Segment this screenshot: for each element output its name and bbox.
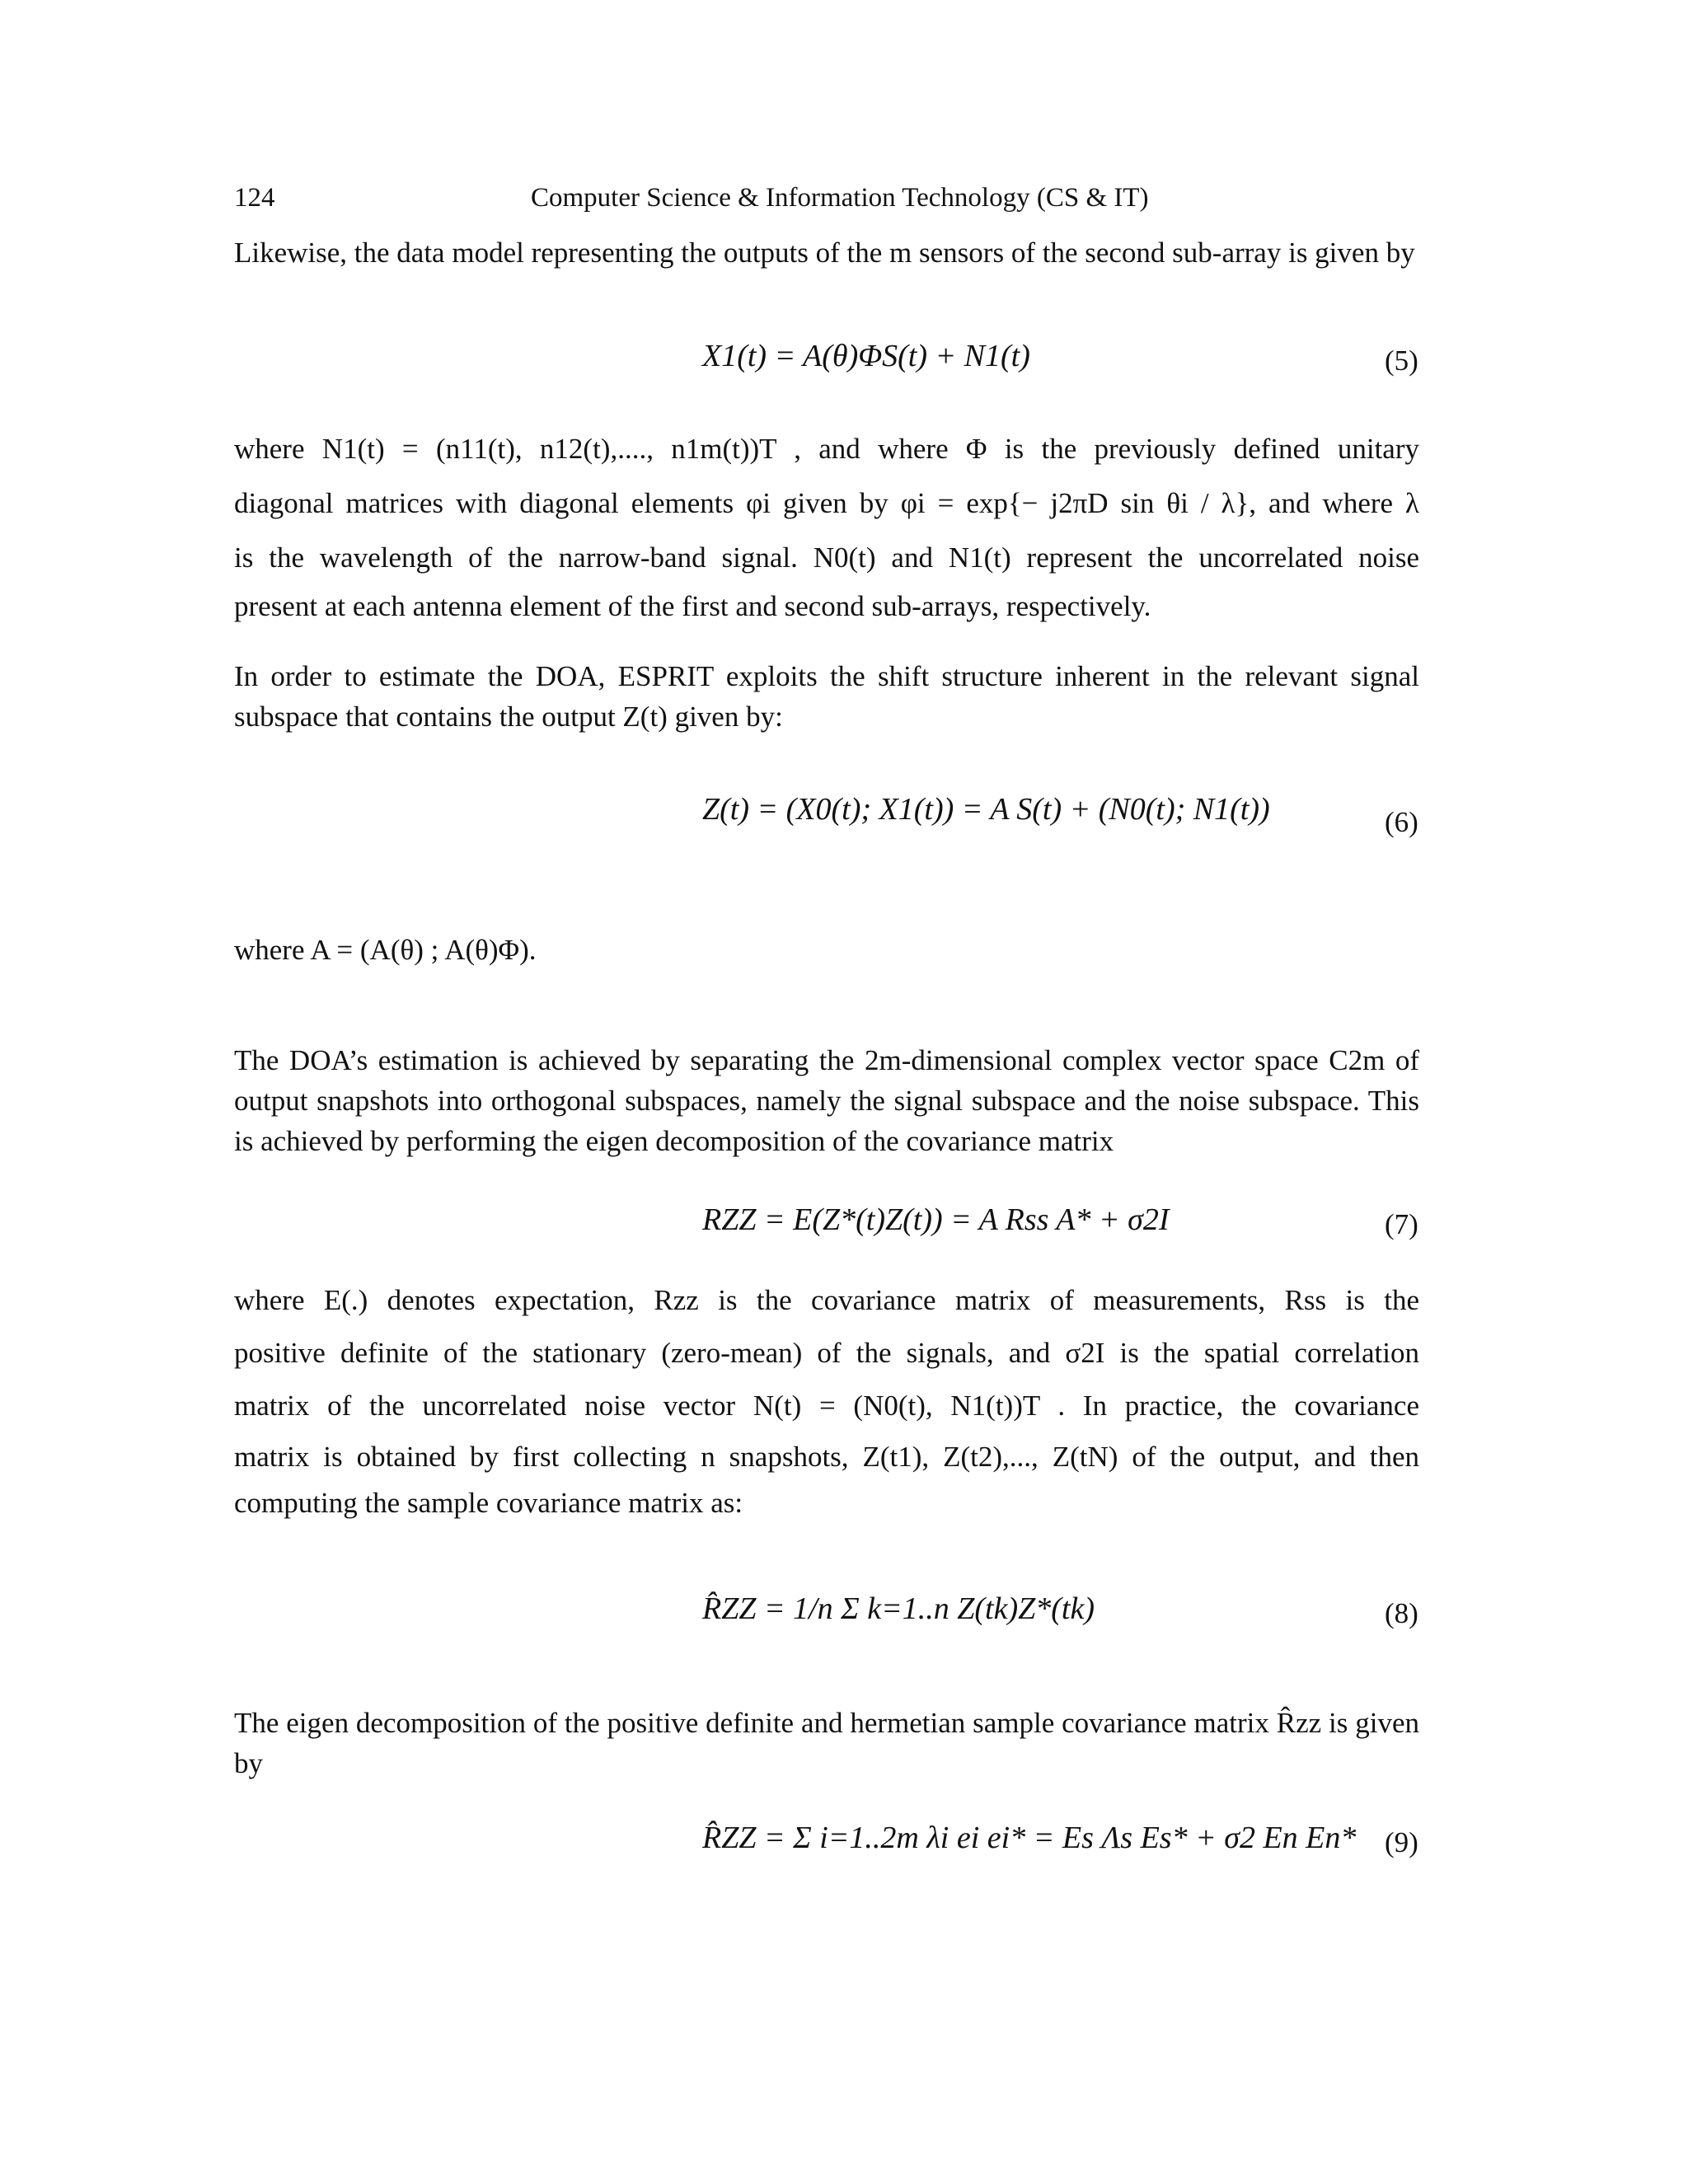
paragraph-6 [234, 1274, 1419, 1525]
paragraph-4-text: where A = (A(θ) ; A(θ)Φ). [234, 934, 537, 966]
paragraph-3 [234, 656, 1419, 737]
paragraph-7 [234, 1703, 1419, 1783]
paragraph-6-line-2: positive definite of the stationary (zero-mean) of the signals, and σ2I is the spatial correlation [234, 1337, 1419, 1369]
paragraph-7-text: The eigen decomposition of the positive definite and hermetian sample covariance matrix R̂zz is given by [234, 1707, 1419, 1779]
paragraph-2-line-3: is the wavelength of the narrow-band signal. N0(t) and N1(t) represent the uncorrelated noise [234, 541, 1419, 574]
equation-6: Z(t) = (X0(t); X1(t)) = A S(t) + (N0(t); N1(t)) [702, 792, 1270, 827]
paragraph-6-line-3: matrix of the uncorrelated noise vector N(t) = (N0(t), N1(t))T . In practice, the covariance [234, 1390, 1419, 1422]
paragraph-5 [234, 1040, 1419, 1161]
paragraph-6-line-5: computing the sample covariance matrix as: [234, 1487, 743, 1519]
paragraph-6-line-4: matrix is obtained by first collecting n snapshots, Z(t1), Z(t2),..., Z(tN) of the output, and then [234, 1441, 1419, 1473]
paragraph-2 [234, 422, 1419, 628]
equation-7: RZZ = E(Z*(t)Z(t)) = A Rss A* + σ2I [702, 1202, 1170, 1237]
running-title: Computer Science & Information Technology (CS & IT) [531, 183, 1149, 213]
paragraph-1 [234, 232, 1419, 273]
paragraph-2-line-1: where N1(t) = (n11(t), n12(t),...., n1m(t))T , and where Φ is the previously defined unitary [234, 433, 1419, 465]
equation-8: R̂ZZ = 1/n Σ k=1..n Z(tk)Z*(tk) [702, 1591, 1095, 1626]
equation-5: X1(t) = A(θ)ΦS(t) + N1(t) [702, 339, 1030, 373]
equation-9: R̂ZZ = Σ i=1..2m λi ei ei* = Es Λs Es* + σ2 En En* [702, 1821, 1357, 1855]
paragraph-4 [234, 930, 976, 970]
equation-7-number: (7) [1385, 1208, 1418, 1240]
page-number: 124 [234, 183, 275, 213]
paragraph-2-line-4: present at each antenna element of the first and second sub-arrays, respectively. [234, 590, 1151, 622]
paragraph-6-line-1: where E(.) denotes expectation, Rzz is the covariance matrix of measurements, Rss is the [234, 1284, 1419, 1316]
paragraph-1-text: Likewise, the data model representing the outputs of the m sensors of the second sub-array is given by [234, 237, 1415, 269]
equation-8-number: (8) [1385, 1597, 1418, 1629]
paragraph-2-line-2: diagonal matrices with diagonal elements φi given by φi = exp{− j2πD sin θi / λ}, and where λ [234, 487, 1419, 519]
paragraph-5-text: The DOA’s estimation is achieved by separating the 2m-dimensional complex vector space C2m of output snapshots into orthogonal subspaces, namely the signal subspace and the noise subspace. This is achieved by performing the eigen decomposition of the covariance matrix [234, 1044, 1419, 1157]
paragraph-3-text: In order to estimate the DOA, ESPRIT exploits the shift structure inherent in the relevant signal subspace that contains the output Z(t) given by: [234, 660, 1419, 733]
equation-9-number: (9) [1385, 1826, 1418, 1858]
equation-5-number: (5) [1385, 344, 1418, 377]
equation-6-number: (6) [1385, 806, 1418, 838]
